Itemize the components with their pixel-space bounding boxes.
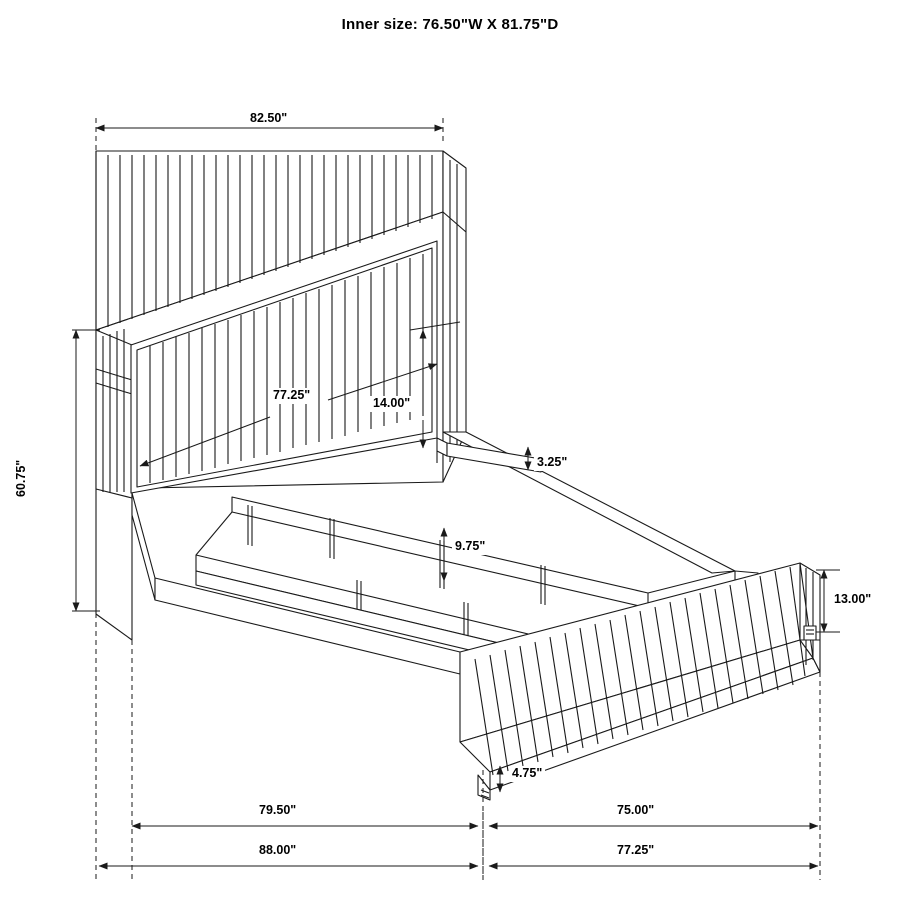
label-foot-leg: 4.75" [509,766,545,782]
label-overall-left: 88.00" [256,843,299,859]
label-headboard-gap: 14.00" [370,396,413,412]
label-left-height: 60.75" [14,457,30,500]
label-top-width: 82.50" [247,111,290,127]
label-footboard-height: 13.00" [831,592,874,608]
label-panel-width: 77.25" [270,388,313,404]
label-side-rail: 79.50" [256,803,299,819]
label-slat-clearance: 9.75" [452,539,488,555]
label-rail-thickness: 3.25" [534,455,570,471]
bed-geometry [96,151,820,800]
label-overall-right: 77.25" [614,843,657,859]
page-title: Inner size: 76.50"W X 81.75"D [341,16,559,33]
label-foot-depth: 75.00" [614,803,657,819]
